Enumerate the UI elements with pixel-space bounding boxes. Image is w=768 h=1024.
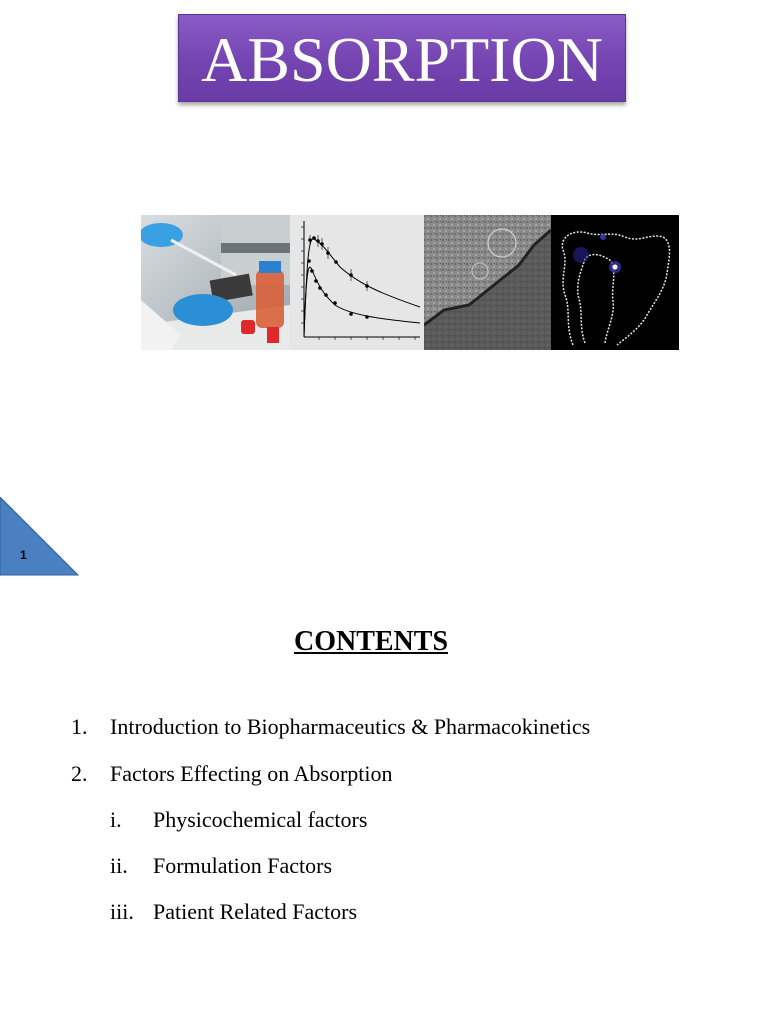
image-strip <box>141 215 679 350</box>
contents-heading: CONTENTS <box>293 626 449 657</box>
page-number-triangle <box>0 497 80 577</box>
page-title: ABSORPTION <box>201 24 603 95</box>
list-item-introduction: Introduction to Biopharmaceutics & Pharmacokinetics <box>110 714 591 739</box>
sub-item-patient: Patient Related Factors <box>153 899 358 924</box>
list-item-factors: Factors Effecting on Absorption <box>110 761 393 786</box>
list-item-marker-2: 2. <box>71 761 88 786</box>
sub-item-marker-ii: ii. <box>110 853 128 878</box>
title-banner <box>178 14 626 102</box>
page-number: 1 <box>20 548 27 562</box>
sub-item-physicochemical: Physicochemical factors <box>153 807 368 832</box>
intestine-scan <box>551 215 679 350</box>
list-item-marker-1: 1. <box>71 714 88 739</box>
sub-item-marker-iii: iii. <box>110 899 134 924</box>
pharmacokinetic-graph <box>290 215 424 350</box>
sub-item-marker-i: i. <box>110 807 122 832</box>
microscopy-image <box>424 215 551 350</box>
lab-photo <box>141 215 290 350</box>
sub-item-formulation: Formulation Factors <box>153 853 333 878</box>
